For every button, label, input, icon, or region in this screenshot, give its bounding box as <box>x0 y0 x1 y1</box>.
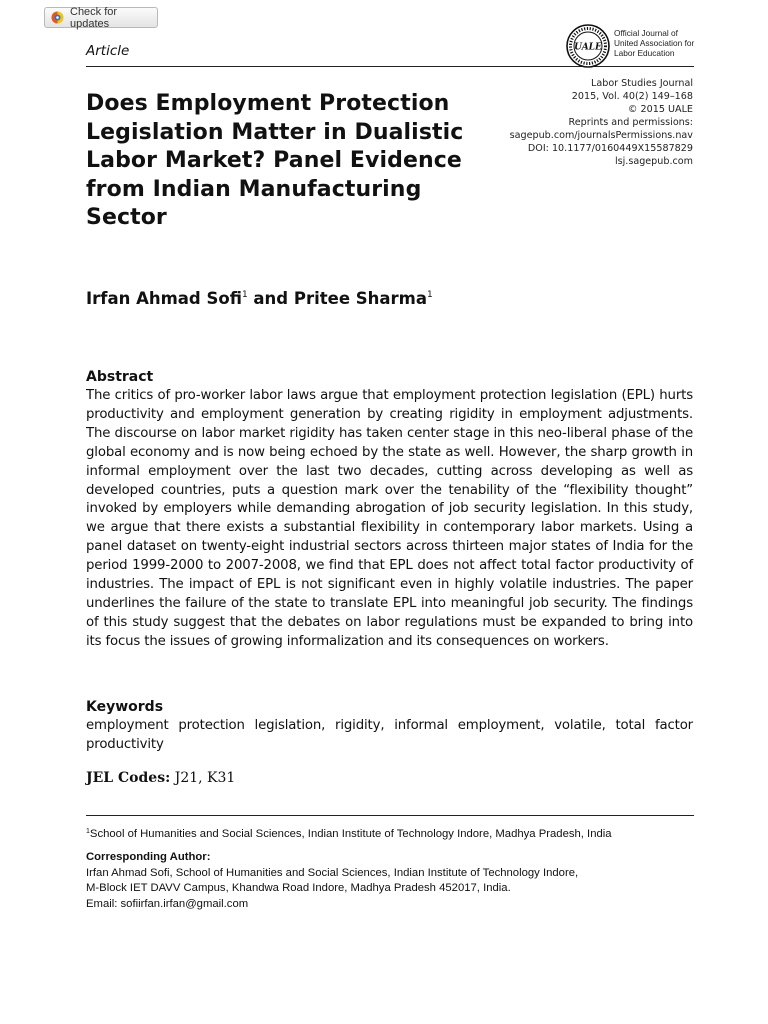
abstract-text: The critics of pro-worker labor laws argue that employment protection legislation (EPL) hurts productivity and employment generation by creating rigidity in employment adjustments. The discourse on labor market rigidity has taken center stage in this neo-liberal phase of the global economy and is now being echoed by the state as well. However, the sharp growth in informal employment over the last two decades, cutting across developing as well as developed countries, puts a question mark over the tenability of the “flexibility thought” invoked by employers while demanding abrogation of job security legislation. In this study, we argue that there exists a substantial flexibility in contemporary labor markets. Using a panel dataset on twenty-eight industrial sectors across thirteen major states of India for the period 1999-2000 to 2007-2008, we find that EPL does not affect total factor productivity of industries. The impact of EPL is not significant even in highly volatile industries. The paper underlines the failure of the state to translate EPL into meaningful job security. The findings of this study suggest that the debates on labor regulations must be expanded to bring into its focus the issues of growing informalization and its consequences on workers. <box>86 388 693 649</box>
abstract-heading: Abstract <box>86 369 154 385</box>
permissions-link[interactable]: sagepub.com/journalsPermissions.nav <box>509 130 693 141</box>
journal-website-link[interactable]: lsj.sagepub.com <box>614 156 693 167</box>
article-title: Does Employment Protection Legislation Matter in Dualistic Labor Market? Panel Evidence from Indian Manufacturing Sector <box>86 91 464 230</box>
corresponding-author-block <box>86 850 706 912</box>
article-type-label: Article <box>86 43 130 59</box>
publication-info <box>510 77 693 168</box>
affiliation-footnote <box>86 824 706 843</box>
uale-seal-logo <box>566 24 610 68</box>
corresponding-author-email[interactable]: Email: sofiirfan.irfan@gmail.com <box>86 897 249 910</box>
footnote-rule <box>86 815 694 816</box>
affiliation-text: School of Humanities and Social Sciences, Indian Institute of Technology Indore, Madhya Pradesh, India <box>89 828 612 840</box>
jel-value: J21, K31 <box>170 770 236 786</box>
journal-note-line: United Association for <box>614 37 695 48</box>
check-for-updates-button[interactable] <box>44 7 158 28</box>
affiliation-marker: 1 <box>427 290 433 300</box>
volume-info: 2015, Vol. 40(2) 149–168 <box>571 91 693 102</box>
jel-codes <box>86 770 235 786</box>
reprints-label: Reprints and permissions: <box>568 117 693 128</box>
affiliation-marker: 1 <box>86 828 90 835</box>
author-name: Pritee Sharma <box>293 289 427 308</box>
journal-note-line: Labor Education <box>614 47 675 58</box>
journal-name: Labor Studies Journal <box>591 78 693 89</box>
corresponding-author-line: Irfan Ahmad Sofi, School of Humanities and Social Sciences, Indian Institute of Technology Indore, <box>86 866 579 879</box>
author-connector: and <box>247 289 294 308</box>
update-icon <box>51 11 64 24</box>
journal-note-line: Official Journal of <box>614 28 678 38</box>
corresponding-author-heading: Corresponding Author: <box>86 851 211 863</box>
keywords-heading: Keywords <box>86 699 164 715</box>
author-name: Irfan Ahmad Sofi <box>86 289 242 308</box>
corresponding-author-line: M-Block IET DAVV Campus, Khandwa Road Indore, Madhya Pradesh 452017, India. <box>86 882 511 894</box>
copyright: © 2015 UALE <box>627 104 693 115</box>
check-for-updates-label: Check for updates <box>70 5 118 30</box>
doi[interactable]: DOI: 10.1177/0160449X15587829 <box>527 143 693 154</box>
keywords-text: employment protection legislation, rigidity, informal employment, volatile, total factor productivity <box>86 718 693 752</box>
jel-label: JEL Codes: <box>86 770 171 786</box>
affiliation-marker: 1 <box>241 290 248 300</box>
author-line <box>86 289 433 308</box>
svg-text:UALE: UALE <box>574 42 602 53</box>
journal-affiliation-note <box>614 29 704 58</box>
